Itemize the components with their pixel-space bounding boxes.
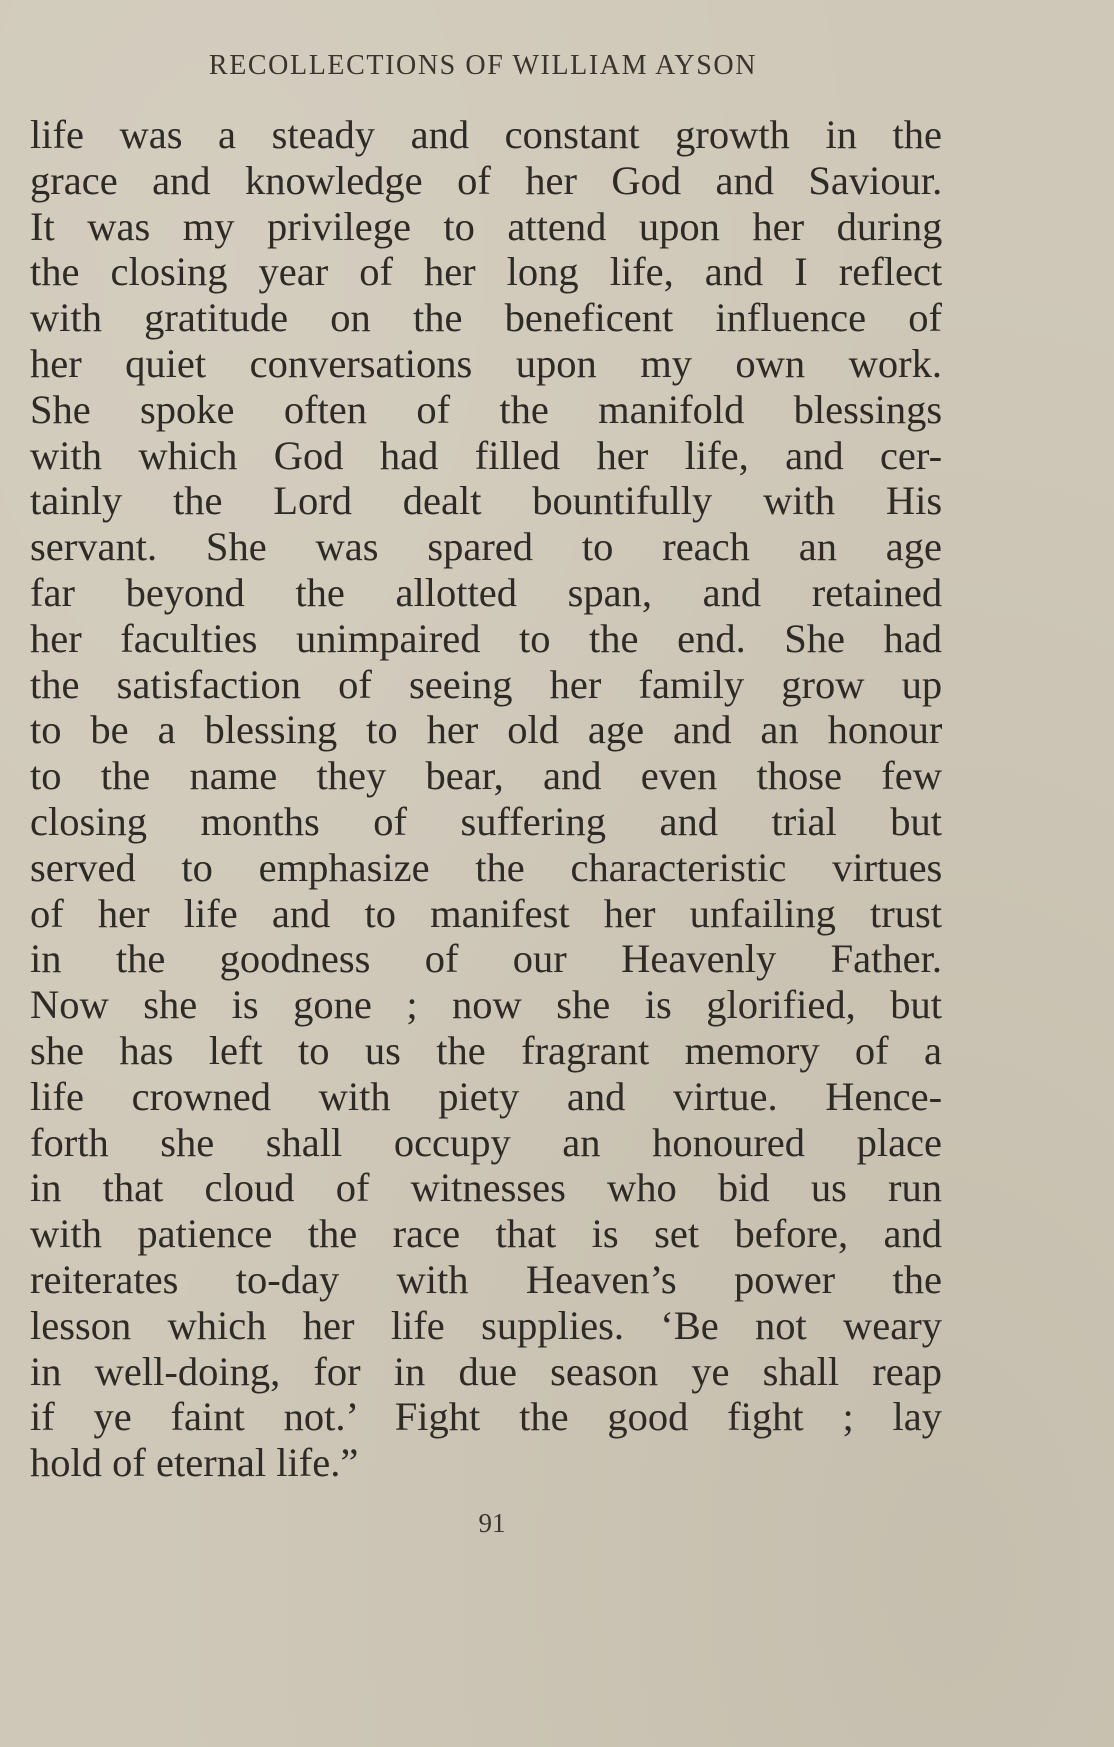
text-line: the satisfaction of seeing her family grow up <box>30 661 943 707</box>
text-line: her quiet conversations upon my own work. <box>30 340 942 386</box>
text-line: closing months of suffering and trial but <box>30 798 942 844</box>
text-line: forth she shall occupy an honoured place <box>30 1119 942 1165</box>
text-line: in that cloud of witnesses who bid us run <box>30 1165 942 1211</box>
text-line: hold of eternal life.” <box>30 1440 359 1486</box>
text-line: reiterates to-day with Heaven’s power the <box>30 1256 942 1302</box>
text-line: Now she is gone ; now she is glorified, but <box>30 982 942 1028</box>
text-line: tainly the Lord dealt bountifully with His <box>30 478 943 524</box>
text-line: in well-doing, for in due season ye shall reap <box>30 1348 942 1394</box>
text-line: she has left to us the fragrant memory of a <box>30 1027 942 1073</box>
text-line: with gratitude on the beneficent influence of <box>30 295 942 341</box>
text-line: if ye faint not.’ Fight the good fight ; lay <box>30 1394 942 1440</box>
text-line: far beyond the allotted span, and retained <box>30 569 943 615</box>
text-line: lesson which her life supplies. ‘Be not weary <box>30 1302 942 1348</box>
running-head: RECOLLECTIONS OF WILLIAM AYSON <box>208 50 758 81</box>
text-line: in the goodness of our Heavenly Father. <box>30 936 942 982</box>
page-number: 91 <box>478 1508 506 1538</box>
text-line: grace and knowledge of her God and Saviour. <box>30 157 943 203</box>
text-line: served to emphasize the characteristic virtues <box>30 844 943 890</box>
text-line: It was my privilege to attend upon her during <box>30 203 943 249</box>
text-line: servant. She was spared to reach an age <box>30 524 942 570</box>
text-line: of her life and to manifest her unfailing trust <box>30 890 942 936</box>
text-line: with which God had filled her life, and cer- <box>30 432 943 478</box>
text-line: She spoke often of the manifold blessings <box>30 386 943 432</box>
text-line: with patience the race that is set before, and <box>30 1211 942 1257</box>
body-text <box>30 112 942 1486</box>
text-line: to be a blessing to her old age and an honour <box>30 707 943 753</box>
text-line: the closing year of her long life, and I reflect <box>30 249 943 295</box>
text-line: life was a steady and constant growth in the <box>30 112 942 157</box>
text-line: life crowned with piety and virtue. Hence- <box>30 1073 943 1119</box>
text-line: to the name they bear, and even those few <box>30 753 942 799</box>
text-line: her faculties unimpaired to the end. She had <box>30 615 943 661</box>
